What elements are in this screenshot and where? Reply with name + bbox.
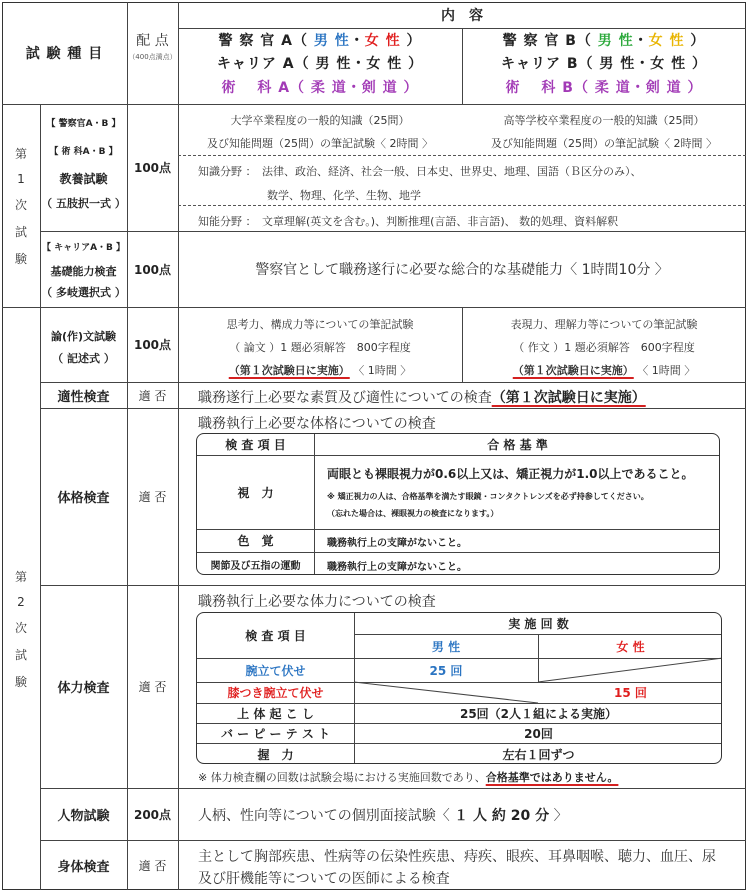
tairyoku-row-item: バ ー ピ ー テ ス ト [220,726,331,741]
taikaku-r2-item: 色 覚 [237,534,274,548]
ronbun-b2: （ 作文 ）1 題必須解答 600字程度 [513,341,695,354]
tairyoku-h-count: 実 施 回 数 [508,617,569,631]
kyoyo-name: 教養試験 [59,172,108,186]
tairyoku-row-both: 左右１回ずつ [502,747,575,762]
shintai-desc-1: 主として胸部疾患、性病等の伝染性疾患、痔疾、眼疾、耳鼻咽喉、聴力、血圧、尿 [198,849,716,865]
ronbun-a2: （ 論文 ）1 題必須解答 800字程度 [229,341,411,354]
jinbutsu-name: 人物試験 [57,808,110,824]
tairyoku-h-item: 検 査 項 目 [245,629,306,643]
kyoyo-sub: （ 五肢択一式 ） [41,197,126,210]
header-col-b: 警 察 官 B（ 男 性・女 性 ） キャリア B（ 男 性・女 性 ） 術 科 B（ 柔 道・剣 道 ） [500,33,708,96]
header-col-a: 警 察 官 A（ 男 性・女 性 ） キャリア A（ 男 性・女 性 ） 術 科 A（ 柔 道・剣 道 ） [216,33,424,96]
tairyoku-row-male: 25 回 [429,663,463,678]
taikaku-r3-std: 職務執行上の支障がないこと。 [327,562,467,573]
tairyoku-h-male: 男 性 [431,639,461,654]
header-content: 内 容 [441,8,483,24]
tairyoku-row-item: 上 体 起 こ し [237,706,314,721]
kiso-name: 基礎能力検査 [50,265,117,278]
tairyoku-name: 体力検査 [57,681,110,696]
ronbun-b3: （第１次試験日に実施） [512,364,634,377]
stage1-label: 第 1 次 試 験 [14,146,27,266]
jinbutsu-time: １ 人 約 20 分 [454,808,550,824]
tekisei-points: 適 否 [138,388,167,403]
taikaku-r1-item: 視 力 [237,485,274,500]
ronbun-b1: 表現力、理解力等についての筆記試験 [510,318,698,331]
ronbun-a4: 〈 1時間 〉 [353,364,412,377]
kyoyo-b2: 及び知能問題（25問）の筆記試験〈 2時間 〉 [491,137,717,150]
tairyoku-row-item: 膝つき腕立て伏せ [227,686,324,700]
tairyoku-desc: 職務執行上必要な体力についての検査 [198,594,436,610]
tairyoku-h-female: 女 性 [616,639,645,654]
tairyoku-row-item: 握 力 [257,747,294,762]
chishiki-line-2: 数学、物理、化学、生物、地学 [267,189,421,202]
chino-line: 知能分野 ： 文章理解(英文を含む。)、判断推理(言語、非言語)、 数的処理、資料解釈 [198,215,619,228]
taikaku-r1-note1: ※ 矯正視力の人は、合格基準を満たす眼鏡・コンタクトレンズを必ず持参してください。 [327,492,649,501]
chishiki-line-1: 知識分野 ： 法律、政治、経済、社会一般、日本史、世界史、地理、国語（Ｂ区分のみ）、 [198,165,642,178]
grid-line [2,104,746,105]
kyoyo-tag-1: 【 警察官A・B 】 [46,119,121,129]
kyoyo-points: 100点 [133,161,172,175]
grid-line [178,28,746,29]
tairyoku-row-female: 15 回 [614,686,647,700]
dashed-divider [178,155,746,156]
stage2-label: 第 2 次 試 験 [14,569,27,689]
tekisei-desc: 職務遂行上必要な素質及び適性についての検査 [198,390,492,406]
shintai-desc-2: 及び肝機能等についての医師による検査 [198,871,450,887]
taikaku-h-std: 合 格 基 準 [487,438,548,452]
taikaku-points: 適 否 [138,490,167,504]
tairyoku-row-both: 25回（2人１組による実施） [459,706,618,721]
tairyoku-row-both: 20回 [524,726,553,741]
kyoyo-a2: 及び知能問題（25問）の筆記試験〈 2時間 〉 [207,137,433,150]
dashed-divider [178,205,746,206]
tairyoku-inner-table [196,612,722,764]
taikaku-r1-note2: （忘れた場合は、裸眼視力の検査になります。） [327,509,499,518]
tairyoku-row-item: 腕立て伏せ [245,663,306,678]
ronbun-points: 100点 [133,338,172,352]
jinbutsu-desc: 人柄、性向等についての個別面接試験〈 [198,808,455,824]
tairyoku-note-emph: 合格基準ではありません。 [485,771,619,784]
kiso-tag: 【 キャリアA・B 】 [41,243,126,253]
kyoyo-a1: 大学卒業程度の一般的知識（25問） [230,114,410,127]
ronbun-name: 論(作)文試験 [50,330,117,343]
tekisei-note: （第１次試験日に実施） [491,390,646,406]
taikaku-r3-item: 関節及び五指の運動 [210,560,301,572]
kiso-desc: 警察官として職務遂行に必要な総合的な基礎能力〈 1時間10分 〉 [255,262,669,278]
kyoyo-tag-2: 【 術 科A・B 】 [49,147,118,157]
taikaku-desc: 職務執行上必要な体格についての検査 [198,416,436,432]
ronbun-a1: 思考力、構成力等についての筆記試験 [226,318,414,331]
ronbun-sub: （ 記述式 ） [52,352,115,365]
taikaku-h-item: 検 査 項 目 [225,438,286,452]
taikaku-r1-std: 両眼とも裸眼視力が0.6以上又は、矯正視力が1.0以上であること。 [327,467,694,481]
tairyoku-note: ※ 体力検査欄の回数は試験会場における実施回数であり、 [198,771,486,784]
shintai-points: 適 否 [138,858,167,873]
kyoyo-b1: 高等学校卒業程度の一般的知識（25問） [503,114,705,127]
taikaku-name: 体格検査 [57,491,110,506]
grid-line [2,307,746,308]
tairyoku-points: 適 否 [138,680,167,694]
taikaku-inner-table [196,433,720,575]
header-points: 配 点 [136,33,169,49]
taikaku-r2-std: 職務執行上の支障がないこと。 [327,538,467,549]
kiso-sub: （ 多岐選択式 ） [41,286,126,299]
kiso-points: 100点 [133,262,172,277]
ronbun-b4: 〈 1時間 〉 [637,364,696,377]
tekisei-name: 適性検査 [57,389,110,405]
header-points-note: （400点満点） [128,53,177,61]
shintai-name: 身体検査 [57,859,110,875]
header-item: 試 験 種 目 [25,46,104,62]
jinbutsu-points: 200点 [133,807,172,822]
ronbun-a3: （第１次試験日に実施） [228,364,350,377]
